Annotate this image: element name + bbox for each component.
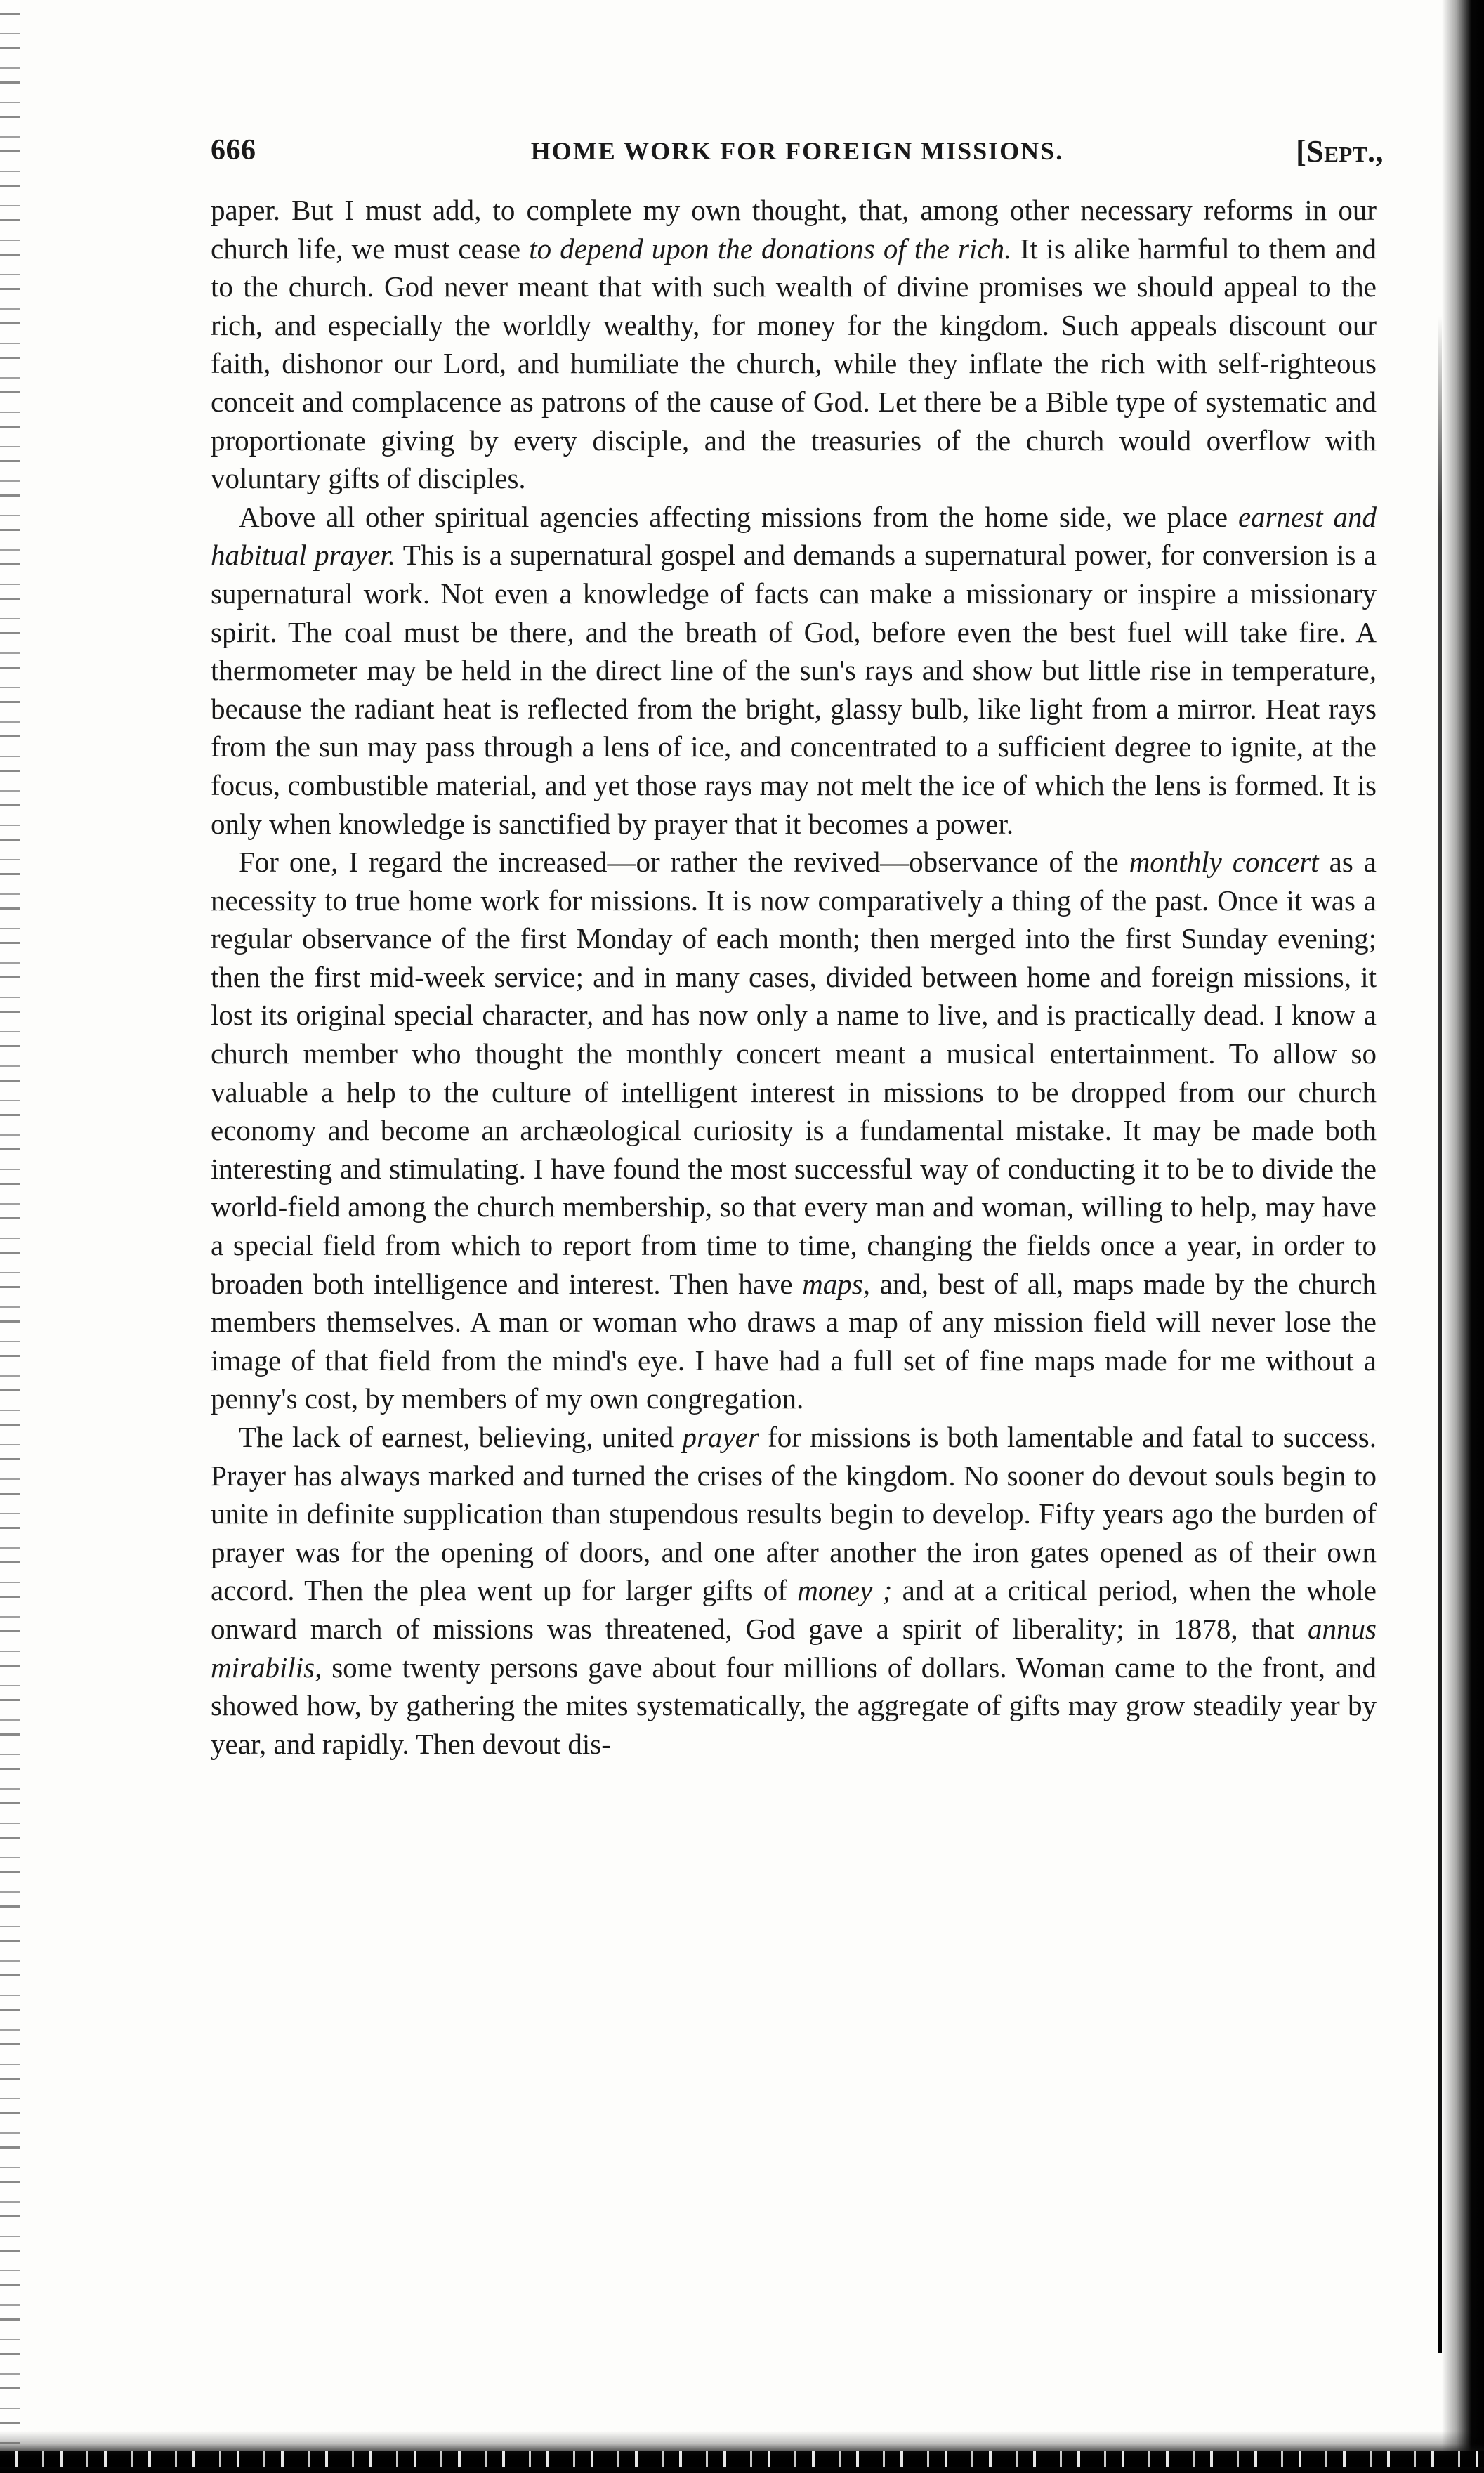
text-run: and at a critical period, when the whole onward march of missions was threatened, God gave a spirit of liberality; in 1878, that <box>211 1574 1377 1645</box>
text-run: as a necessity to true home work for missions. It is now comparatively a thing of the past. Once it was a regular observance of the first Monday of each month; then merged into the first Sunday evening; then the first mid-week service; and in many cases, divided between home and foreign missions, it lost its original special character, and has now only a name to live, and is practically dead. I know a church member who thought the monthly concert meant a musical entertainment. To allow so valuable a help to the culture of intelligent interest in missions to be dropped from our church economy and become an archæological curiosity is a fundamental mistake. It may be made both interesting and stimulating. I have found the most successful way of conducting it to be to divide the world-field among the church membership, so that every man and woman, willing to help, may have a special field from which to report from time to time, changing the fields once a year, in order to broaden both intelligence and interest. Then have <box>211 846 1377 1300</box>
paragraph <box>211 498 1377 843</box>
paragraph <box>211 843 1377 1418</box>
page-number: 666 <box>211 134 256 166</box>
article-body <box>211 191 1377 1763</box>
text-run: Above all other spiritual agencies affecting missions from the home side, we place <box>239 500 1238 533</box>
italic-run: earnest and habitual prayer. <box>211 500 1377 572</box>
binding-edge-bottom <box>0 2431 1484 2473</box>
italic-run: money ; <box>797 1574 893 1607</box>
page-shadow-right <box>1438 316 1442 2353</box>
binding-edge-right <box>1442 0 1484 2473</box>
text-run: It is alike harmful to them and to the church. God never meant that with such wealth of divine promises we should appeal to the rich, and especially the worldly wealthy, for money for the kingdom. Such appeals discount our faith, dishonor our Lord, and humiliate the church, while they inflate the rich with self-righteous conceit and complacence as patrons of the cause of God. Let there be a Bible type of systematic and proportionate giving by every disciple, and the treasuries of the church would overflow with voluntary gifts of disciples. <box>211 232 1377 495</box>
text-run: some twenty persons gave about four millions of dollars. Woman came to the front, and showed how, by gathering the mites systematically, the aggregate of gifts may grow steadily year by year, and rapidly. Then devout dis- <box>211 1651 1377 1760</box>
text-run: and, best of all, maps made by the church members themselves. A man or woman who draws a map of any mission field will never lose the image of that field from the mind's eye. I have had a full set of fine maps made for me without a penny's cost, by members of my own congregation. <box>211 1267 1377 1415</box>
paragraph <box>211 191 1377 498</box>
text-run: for missions is both lamentable and fatal to success. Prayer has always marked and turned the crises of the kingdom. No sooner do devout souls begin to unite in definite supplication than stupendous results begin to develop. Fifty years ago the burden of prayer was for the opening of doors, and one after another the iron gates opened as of their own accord. Then the plea went up for larger gifts of <box>211 1421 1377 1607</box>
italic-run: to depend upon the donations of the rich. <box>529 232 1012 265</box>
italic-run: prayer <box>682 1421 759 1453</box>
paragraph <box>211 1418 1377 1763</box>
binding-edge-left <box>0 0 20 2473</box>
italic-run: maps, <box>802 1267 871 1300</box>
text-run: For one, I regard the increased—or rather the revived—observance of the <box>239 846 1129 879</box>
text-run: paper. But I must add, to complete my own thought, that, among other necessary reforms in our church life, we must cease <box>211 194 1377 265</box>
running-header <box>211 133 1384 176</box>
italic-run: annus mirabilis, <box>211 1612 1377 1684</box>
italic-run: monthly concert <box>1129 846 1319 879</box>
running-date: [Sept., <box>1296 134 1384 169</box>
running-title: HOME WORK FOR FOREIGN MISSIONS. <box>530 137 1064 165</box>
text-run: This is a supernatural gospel and demands a supernatural power, for conversion is a supernatural work. Not even a knowledge of facts can make a missionary or inspire a missionary spirit. The coal must be there, and the breath of God, before even the best fuel will take fire. A thermometer may be held in the direct line of the sun's rays and show but little rise in temperature, because the radiant heat is reflected from the bright, glassy bulb, like light from a mirror. Heat rays from the sun may pass through a lens of ice, and concentrated to a sufficient degree to ignite, at the focus, combustible material, and yet those rays may not melt the ice of which the lens is formed. It is only when knowledge is sanctified by prayer that it becomes a power. <box>211 539 1377 840</box>
text-run: The lack of earnest, believing, united <box>239 1421 683 1453</box>
